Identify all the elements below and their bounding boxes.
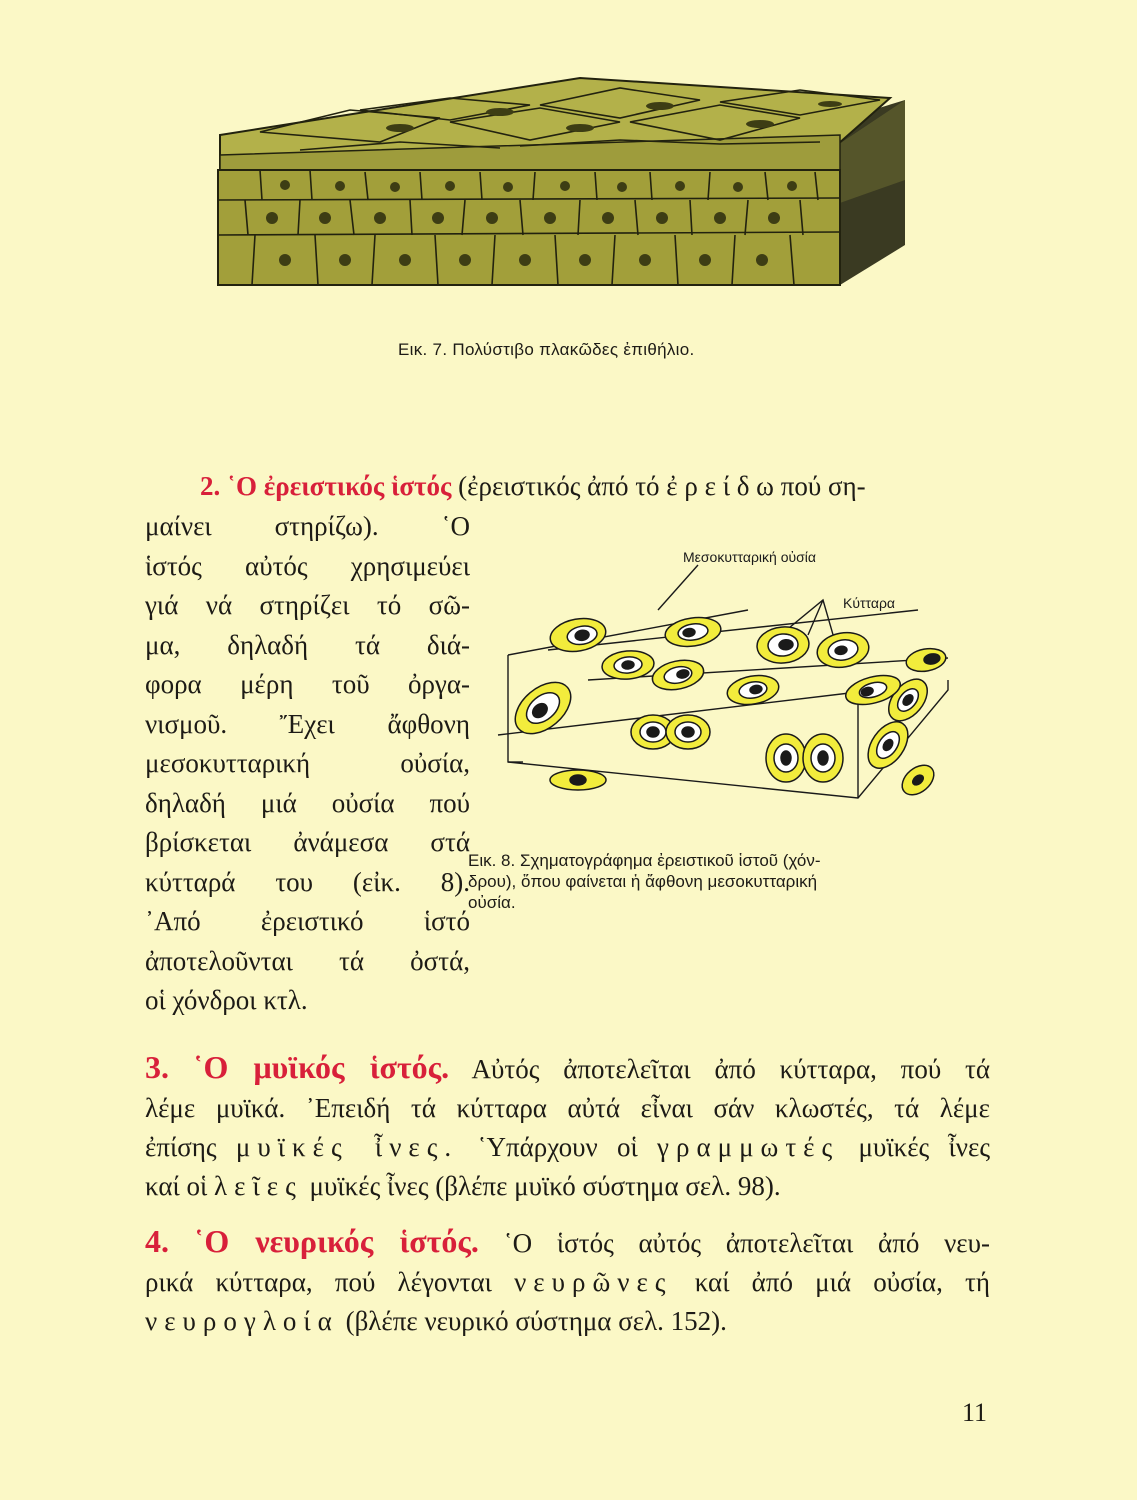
section-4-text: (βλέπε νευρικό σύστημα σελ. 152). — [345, 1306, 727, 1336]
label-cells: Κύτταρα — [843, 595, 896, 611]
section-3-number: 3. — [145, 1049, 169, 1085]
section-2-line: βρίσκεται ἀνάμεσα στά — [145, 827, 470, 857]
section-3-text: μυϊκές ἶνες — [858, 1132, 991, 1162]
section-4-text: ρικά κύτταρα, πού λέγονται — [145, 1267, 492, 1297]
section-3-line: λέμε μυϊκά. ᾿Επειδή τά κύτταρα αὐτά εἶναι σάν κλωστές, τά λέμε — [145, 1093, 990, 1123]
section-3-text: ἐπίσης — [145, 1132, 217, 1162]
figure-8-cartilage-diagram — [478, 540, 978, 840]
section-2-line: νισμοῦ. Ἔχει ἄφθονη — [145, 708, 470, 739]
section-2-line: μεσοκυτταρική οὐσία, — [145, 748, 470, 778]
section-3-spaced-term: γραμμωτές — [657, 1132, 840, 1162]
section-2-line: γιά νά στηρίζει τό σῶ- — [145, 590, 470, 620]
section-2-line: φορα μέρη τοῦ ὀργα- — [145, 669, 470, 699]
section-2-heading-line — [200, 470, 1080, 502]
section-2-heading: ῾Ο ἐρειστικός ἱστός — [227, 471, 452, 501]
figure-7-epithelium-illustration — [200, 60, 920, 320]
figure-7-caption: Εικ. 7. Πολύστιβο πλακῶδες ἐπιθήλιο. — [398, 340, 695, 359]
section-4-number: 4. — [145, 1223, 169, 1259]
section-3-spaced-term: λεῖες — [214, 1171, 303, 1201]
section-2-line: κύτταρά του (εἰκ. 8). — [145, 866, 470, 897]
figure-8-caption-line: Εικ. 8. Σχηματογράφημα ἐρειστικοῦ ἱστοῦ (χόν- — [468, 851, 821, 870]
section-2-line: ᾿Από ἐρειστικό ἱστό — [145, 906, 470, 936]
figure-8-caption-line: οὐσία. — [468, 893, 516, 912]
section-2-line: ἱστός αὐτός χρησιμεύει — [145, 550, 470, 581]
label-intercellular-substance: Μεσοκυτταρική οὐσία — [683, 549, 816, 565]
page-number: 11 — [962, 1398, 988, 1427]
section-3-text: ῾Υπάρχουν οἱ — [477, 1132, 638, 1162]
section-3-text: μυϊκές ἶνες (βλέπε μυϊκό σύστημα σελ. 98). — [309, 1171, 781, 1201]
figure-8-caption — [468, 850, 968, 913]
section-4-spaced-term: νευρογλοία — [145, 1306, 339, 1336]
section-2-line-1: (ἐρειστικός ἀπό τό ἐ ρ ε ί δ ω πού ση- — [458, 471, 866, 501]
section-2-line: μα, δηλαδή τά διά- — [145, 629, 470, 660]
section-3-spaced-term: μυϊκές ἶνες. — [235, 1132, 459, 1162]
section-3-heading: ῾Ο μυϊκός ἱστός. — [192, 1049, 450, 1085]
section-4-paragraph — [145, 1222, 990, 1341]
figure-8-caption-line: δρου), ὅπου φαίνεται ἡ ἄφθονη μεσοκυτταρική — [468, 872, 818, 891]
section-2-number: 2. — [200, 471, 221, 501]
section-4-spaced-term: νευρῶνες — [514, 1267, 673, 1297]
section-4-text: ῾Ο ἱστός αὐτός ἀποτελεῖται ἀπό νευ- — [503, 1228, 990, 1258]
section-2-line: οἱ χόνδροι κτλ. — [145, 985, 308, 1015]
section-3-text: καί οἱ — [145, 1171, 208, 1201]
section-2-paragraph — [145, 507, 470, 1021]
section-3-text: Αὐτός ἀποτελεῖται ἀπό κύτταρα, πού τά — [471, 1054, 991, 1084]
section-4-heading: ῾Ο νευρικός ἱστός. — [193, 1223, 479, 1259]
section-2-line: δηλαδή μιά οὐσία πού — [145, 787, 470, 818]
section-2-line: μαίνει στηρίζω). ῾Ο — [145, 511, 470, 541]
section-2-line: ἀποτελοῦνται τά ὀστά, — [145, 945, 470, 976]
section-4-text: καί ἀπό μιά οὐσία, τή — [694, 1267, 990, 1297]
section-3-paragraph — [145, 1048, 990, 1206]
